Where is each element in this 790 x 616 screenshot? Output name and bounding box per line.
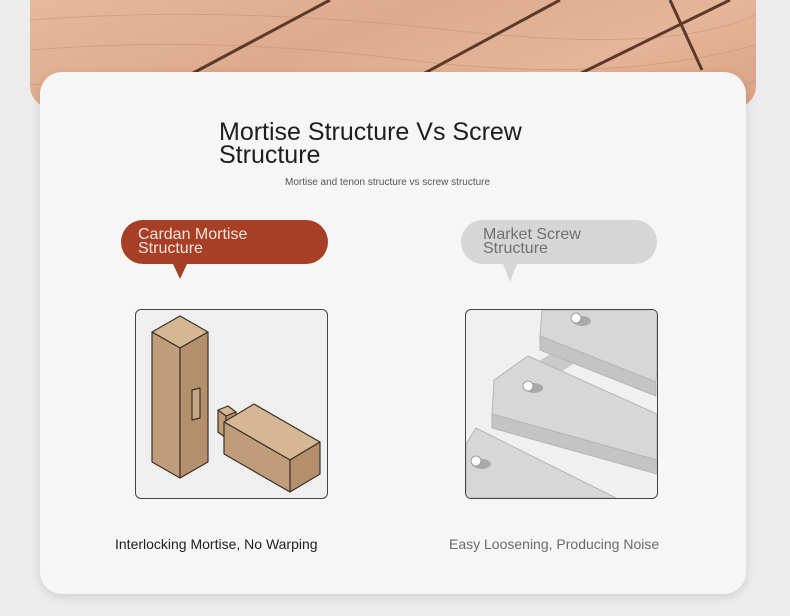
bubble-tail-mortise (173, 264, 187, 279)
page-title: Mortise Structure Vs Screw Structure (219, 118, 522, 169)
label-bubble-mortise (121, 220, 328, 264)
caption-screw: Easy Loosening, Producing Noise (449, 536, 660, 552)
screwed-planks-image (466, 310, 657, 498)
page-subtitle: Mortise and tenon structure vs screw structure (285, 177, 491, 188)
label-screw-text: Market Screw Structure (483, 226, 581, 257)
bubble-tail-screw (503, 264, 517, 282)
caption-mortise: Interlocking Mortise, No Warping (115, 536, 318, 552)
label-mortise-text: Cardan Mortise Structure (138, 226, 248, 257)
screw-illustration-panel (465, 309, 658, 499)
label-bubble-screw (461, 220, 657, 264)
mortise-tenon-joint-image (136, 310, 327, 498)
mortise-illustration-panel (135, 309, 328, 499)
